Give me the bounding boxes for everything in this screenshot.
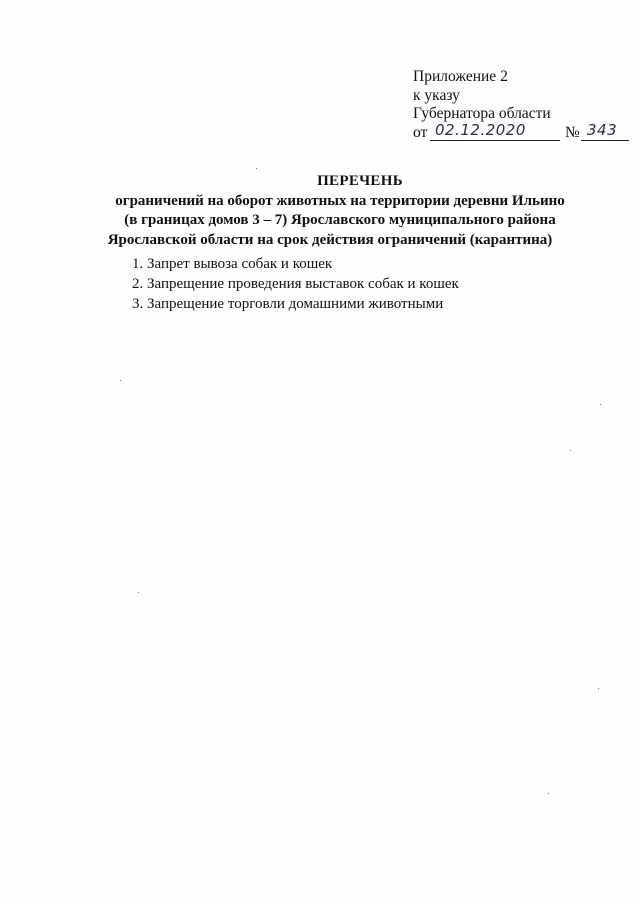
appendix-block: [413, 68, 618, 143]
decree-date-line: [413, 120, 618, 143]
handwritten-number: 343: [587, 120, 618, 139]
document-heading: ПЕРЕЧЕНЬ: [317, 173, 403, 189]
scan-speck: [598, 688, 599, 689]
date-prefix: от: [413, 123, 428, 141]
title-line-3: Ярославской области на срок действия ограничений (карантина): [107, 231, 553, 248]
number-prefix: №: [565, 123, 580, 141]
scan-speck: [120, 380, 121, 381]
handwritten-date: 02.12.2020: [435, 120, 526, 139]
restrictions-list: [132, 254, 459, 314]
scan-speck: [548, 793, 549, 794]
title-block: [0, 172, 640, 250]
appendix-line-2: к указу: [413, 86, 460, 104]
title-line-2: (в границах домов 3 – 7) Ярославского муниципального района: [124, 212, 556, 228]
number-underline: [581, 140, 629, 141]
scan-speck: [570, 450, 571, 451]
scan-speck: [256, 168, 257, 169]
list-item: 2. Запрещение проведения выставок собак и кошек: [132, 276, 459, 292]
appendix-line-1: Приложение 2: [413, 68, 508, 85]
scan-speck: [138, 592, 139, 593]
list-item: 1. Запрет вывоза собак и кошек: [132, 256, 333, 272]
appendix-line-3: Губернатора области: [413, 105, 551, 122]
title-line-1: ограничений на оборот животных на территории деревни Ильино: [115, 192, 565, 209]
date-underline: [430, 140, 560, 141]
scan-speck: [600, 404, 601, 405]
list-item: 3. Запрещение торговли домашними животными: [132, 296, 444, 312]
